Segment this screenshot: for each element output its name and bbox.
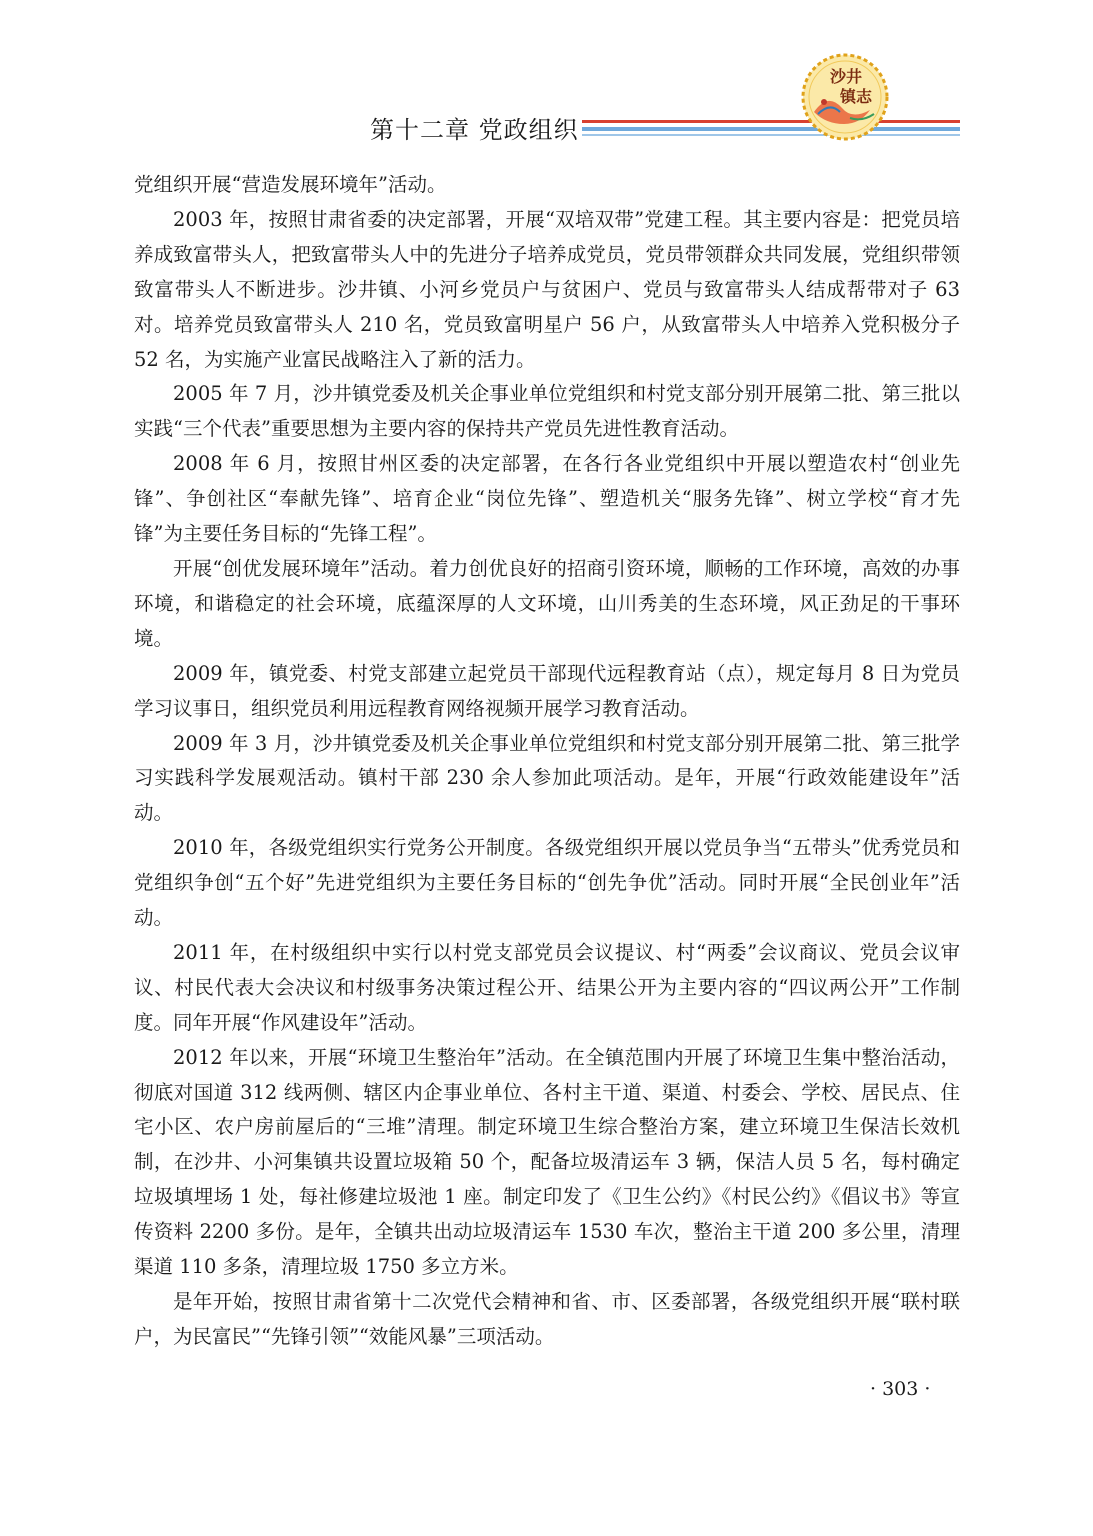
chapter-title: 第十二章 党政组织 (370, 116, 579, 144)
seal-text-line1: 沙井 (829, 67, 863, 86)
paragraph-2011: 2011 年，在村级组织中实行以村党支部党员会议提议、村“两委”会议商议、党员会议审议、村民代表大会决议和村级事务决策过程公开、结果公开为主要内容的“四议两公开”工作制度。同年开展“作风建设年”活动。 (134, 940, 960, 1034)
paragraph-2008: 2008 年 6 月，按照甘州区委的决定部署，在各行各业党组织中开展以塑造农村“创业先锋”、争创社区“奉献先锋”、培育企业“岗位先锋”、塑造机关“服务先锋”、树立学校“育才先锋”为主要任务目标的“先锋工程”。 (134, 452, 960, 546)
paragraph-2009-march: 2009 年 3 月，沙井镇党委及机关企事业单位党组织和村党支部分别开展第二批、第三批学习实践科学发展观活动。镇村干部 230 余人参加此项活动。是年，开展“行政效能建设年”活动。 (134, 731, 960, 825)
body-text (134, 168, 960, 1355)
paragraph-2003: 2003 年，按照甘肃省委的决定部署，开展“双培双带”党建工程。其主要内容是：把党员培养成致富带头人，把致富带头人中的先进分子培养成党员，党员带领群众共同发展，党组织带领致富带头人不断进步。沙井镇、小河乡党员户与贫困户、党员与致富带头人结成帮带对子 63 对。培养党员致富带头人 210 名，党员致富明星户 56 户，从致富带头人中培养入党积极分子 52 名，为实施产业富民战略注入了新的活力。 (134, 207, 960, 371)
paragraph-continued: 党组织开展“营造发展环境年”活动。 (134, 173, 447, 196)
seal-text-line2: 镇志 (839, 87, 873, 106)
paragraph-2012: 2012 年以来，开展“环境卫生整治年”活动。在全镇范围内开展了环境卫生集中整治活动，彻底对国道 312 线两侧、辖区内企事业单位、各村主干道、渠道、村委会、学校、居民点、住宅小区、农户房前屋后的“三堆”清理。制定环境卫生综合整治方案，建立环境卫生保洁长效机制，在沙井、小河集镇共设置垃圾箱 50 个，配备垃圾清运车 3 辆，保洁人员 5 名，每村确定垃圾填埋场 1 处，每社修建垃圾池 1 座。制定印发了《卫生公约》《村民公约》《倡议书》等宣传资料 2200 多份。是年，全镇共出动垃圾清运车 1530 车次，整治主干道 200 多公里，清理渠道 110 多条，清理垃圾 1750 多立方米。 (134, 1045, 960, 1279)
page-header (0, 0, 1093, 160)
town-gazetteer-seal-icon (800, 52, 890, 142)
paragraph-final: 是年开始，按照甘肃省第十二次党代会精神和省、市、区委部署，各级党组织开展“联村联户，为民富民”“先锋引领”“效能风暴”三项活动。 (134, 1290, 960, 1348)
header-rule-blue (582, 127, 960, 131)
paragraph-2010: 2010 年，各级党组织实行党务公开制度。各级党组织开展以党员争当“五带头”优秀党员和党组织争创“五个好”先进党组织为主要任务目标的“创先争优”活动。同时开展“全民创业年”活动。 (134, 836, 960, 930)
paragraph-2005: 2005 年 7 月，沙井镇党委及机关企事业单位党组织和村党支部分别开展第二批、第三批以实践“三个代表”重要思想为主要内容的保持共产党员先进性教育活动。 (134, 382, 960, 441)
page-number: · 303 · (870, 1378, 931, 1400)
header-rule-blue-thin (582, 134, 960, 136)
paragraph-environment-year: 开展“创优发展环境年”活动。着力创优良好的招商引资环境，顺畅的工作环境，高效的办事环境，和谐稳定的社会环境，底蕴深厚的人文环境，山川秀美的生态环境，风正劲足的干事环境。 (134, 556, 960, 650)
paragraph-2009: 2009 年，镇党委、村党支部建立起党员干部现代远程教育站（点），规定每月 8 日为党员学习议事日，组织党员利用远程教育网络视频开展学习教育活动。 (134, 661, 960, 720)
header-rule-red (582, 120, 960, 123)
